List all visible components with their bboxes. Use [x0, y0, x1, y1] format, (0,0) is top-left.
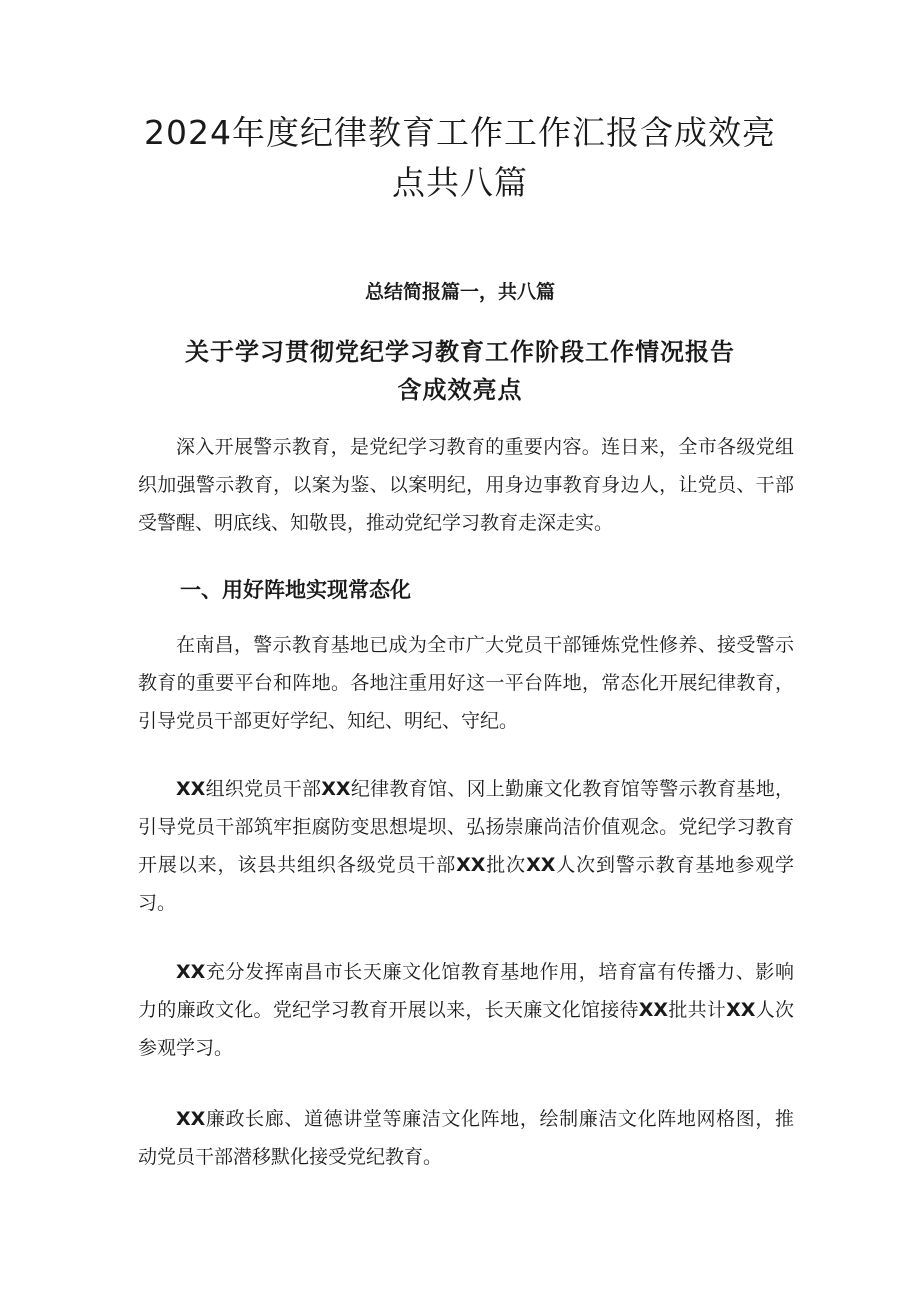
document-title-line1: 2024年度纪律教育工作工作汇报含成效亮	[144, 113, 776, 152]
paragraph-text: 人次到警示教育基地参观学习。	[138, 854, 794, 914]
paragraph-text: 人次参观学习。	[138, 999, 794, 1059]
report-title-line1: 关于学习贯彻党纪学习教育工作阶段工作情况报告	[185, 337, 735, 366]
intro-paragraph: 深入开展警示教育，是党纪学习教育的重要内容。连日来，全市各级党组织加强警示教育，以案为鉴、以案明纪，用身边事教育身边人，让党员、干部受警醒、明底线、知敬畏，推动党纪学习教育走深走实。	[138, 436, 794, 534]
placeholder-xx: XX	[526, 854, 556, 876]
document-title	[120, 108, 800, 208]
section1-paragraph: 在南昌，警示教育基地已成为全市广大党员干部锤炼党性修养、接受警示教育的重要平台和阵地。各地注重用好这一平台阵地，常态化开展纪律教育，引导党员干部更好学纪、知纪、明纪、守纪。	[138, 634, 794, 732]
paragraph-2	[138, 770, 794, 922]
paragraph-text: 组织党员干部	[205, 778, 322, 800]
section-heading: 一、用好阵地实现常态化	[180, 578, 411, 602]
paragraph-text: 充分发挥南昌市长天廉文化馆教育基地作用，培育富有传播力、影响力的廉政文化。党纪学习教育开展以来，长天廉文化馆接待	[138, 961, 794, 1021]
paragraph-text: 纪律教育馆、冈上勤廉文化教育馆等警示教育基地，引导党员干部筑牢拒腐防变思想堤坝、弘扬崇廉尚洁价值观念。党纪学习教育开展以来，该县共组织各级党员干部	[138, 778, 794, 876]
paragraph-text: 廉政长廊、道德讲堂等廉洁文化阵地，绘制廉洁文化阵地网格图，推动党员干部潜移默化接受党纪教育。	[138, 1108, 794, 1168]
placeholder-xx: XX	[176, 778, 206, 800]
placeholder-xx: XX	[456, 854, 486, 876]
paragraph-4	[138, 1100, 794, 1176]
placeholder-xx: XX	[176, 961, 206, 983]
paragraph-text: 批次	[485, 854, 527, 876]
placeholder-xx: XX	[638, 999, 669, 1021]
report-title-line2: 含成效亮点	[397, 375, 523, 404]
paragraph-3	[138, 953, 794, 1067]
report-title	[150, 333, 770, 409]
document-title-line2: 点共八篇	[392, 163, 528, 202]
placeholder-xx: XX	[726, 999, 756, 1021]
placeholder-xx: XX	[321, 778, 351, 800]
series-label: 总结简报篇一，共八篇	[364, 281, 555, 303]
paragraph-text: 批共计	[668, 999, 727, 1021]
placeholder-xx: XX	[176, 1108, 206, 1130]
